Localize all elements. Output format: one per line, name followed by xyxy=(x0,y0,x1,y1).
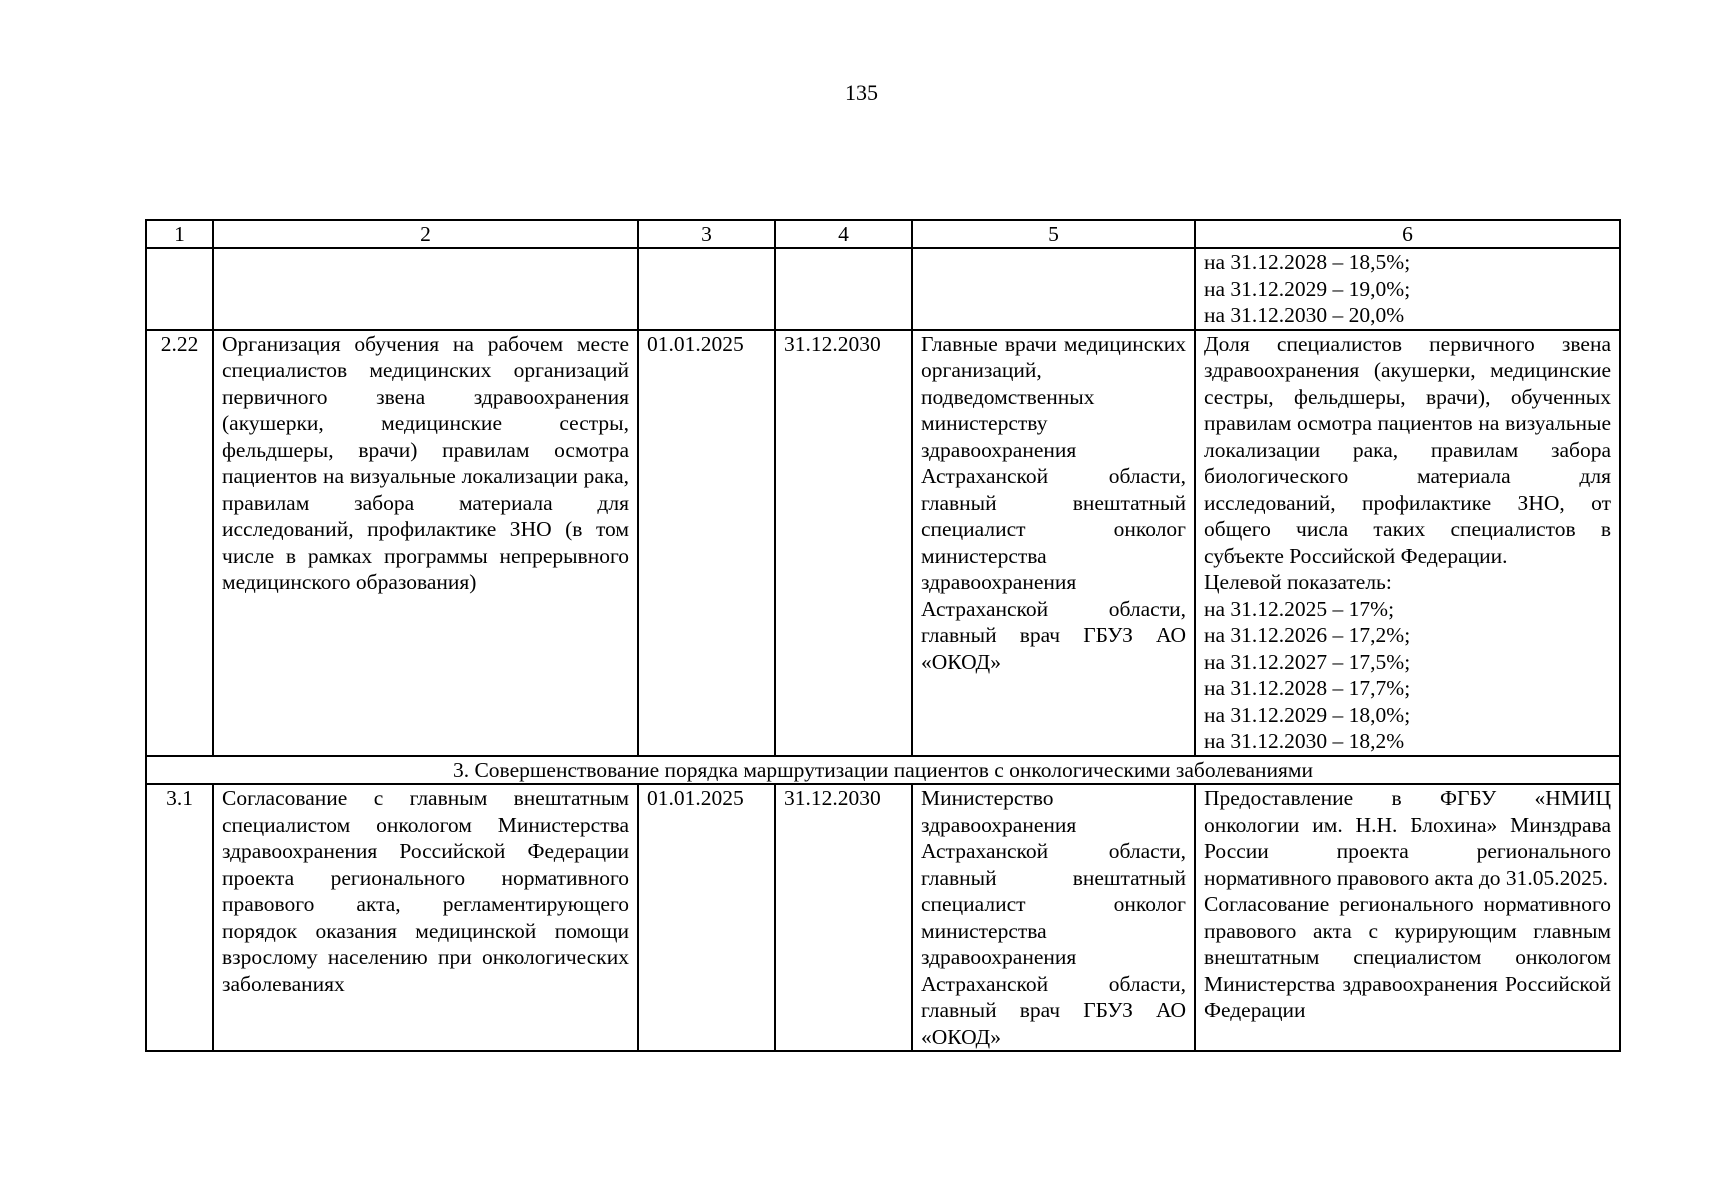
continuation-row xyxy=(146,248,1620,330)
measure-cell: Организация обучения на рабочем месте специалистов медицинских организаций первичного звена здравоохранения (акушерки, медицинские сестры, фельдшеры, врачи) правилам осмотра пациентов на визуальные локализации рака, правилам забора материала для исследований, профилактике ЗНО (в том числе в рамках программы непрерывного медицинского образования) xyxy=(213,330,638,756)
target-line: на 31.12.2029 – 18,0%; xyxy=(1204,702,1411,727)
result-cell xyxy=(1195,784,1620,1051)
continuation-responsible-cell xyxy=(912,248,1195,330)
start-date-cell: 01.01.2025 xyxy=(638,330,775,756)
target-line: на 31.12.2030 – 20,0% xyxy=(1204,303,1405,327)
header-row xyxy=(146,220,1620,248)
end-date-cell: 31.12.2030 xyxy=(775,784,912,1051)
section-title: 3. Совершенствование порядка маршрутизации пациентов с онкологическими заболеваниями xyxy=(146,756,1620,785)
responsible-cell: Министерство здравоохранения Астраханской области, главный внештатный специалист онколог министерства здравоохранения Астраханской области, главный врач ГБУЗ АО «ОКОД» xyxy=(912,784,1195,1051)
result-text: Согласование регионального нормативного правового акта с курирующим главным внештатным специалистом онкологом Министерства здравоохранения Российской Федерации xyxy=(1204,892,1611,1022)
start-date-cell: 01.01.2025 xyxy=(638,784,775,1051)
page-number: 135 xyxy=(845,80,878,105)
result-cell xyxy=(1195,330,1620,756)
responsible-cell: Главные врачи медицинских организаций, подведомственных министерству здравоохранения Астраханской области, главный внештатный специалист онколог министерства здравоохранения Астраханской области, главный врач ГБУЗ АО «ОКОД» xyxy=(912,330,1195,756)
section-row xyxy=(146,756,1620,785)
end-date-cell: 31.12.2030 xyxy=(775,330,912,756)
result-text: Предоставление в ФГБУ «НМИЦ онкологии им. Н.Н. Блохина» Минздрава России проекта регионального нормативного правового акта до 31.05.2025. xyxy=(1204,786,1611,890)
continuation-start-cell xyxy=(638,248,775,330)
target-line: на 31.12.2026 – 17,2%; xyxy=(1204,623,1411,647)
header-col-6: 6 xyxy=(1195,220,1620,248)
continuation-measure-cell xyxy=(213,248,638,330)
target-line: на 31.12.2030 – 18,2% xyxy=(1204,729,1405,753)
header-col-4: 4 xyxy=(775,220,912,248)
target-label: Целевой показатель: xyxy=(1204,570,1392,594)
header-col-5: 5 xyxy=(912,220,1195,248)
row-number: 3.1 xyxy=(146,784,213,1051)
target-line: на 31.12.2025 – 17%; xyxy=(1204,596,1395,621)
header-col-1: 1 xyxy=(146,220,213,248)
row-3-1 xyxy=(146,784,1620,1051)
target-line: на 31.12.2028 – 17,7%; xyxy=(1204,676,1411,700)
target-line: на 31.12.2028 – 18,5%; xyxy=(1204,250,1411,274)
continuation-result-cell xyxy=(1195,248,1620,330)
result-text: Доля специалистов первичного звена здравоохранения (акушерки, медицинские сестры, фельдшеры, врачи), обученных правилам осмотра пациентов на визуальные локализации рака, правилам забора биологического материала для исследований, профилактике ЗНО, от общего числа таких специалистов в субъекте Российской Федерации. xyxy=(1204,331,1611,568)
plan-table xyxy=(145,219,1621,1052)
continuation-end-cell xyxy=(775,248,912,330)
measure-cell: Согласование с главным внештатным специалистом онкологом Министерства здравоохранения Российской Федерации проекта регионального нормативного правового акта, регламентирующего порядок оказания медицинской помощи взрослому населению при онкологических заболеваниях xyxy=(213,784,638,1051)
row-number: 2.22 xyxy=(146,330,213,756)
continuation-num-cell xyxy=(146,248,213,330)
target-line: на 31.12.2029 – 19,0%; xyxy=(1204,276,1411,301)
target-line: на 31.12.2027 – 17,5%; xyxy=(1204,649,1411,674)
header-col-3: 3 xyxy=(638,220,775,248)
row-2-22 xyxy=(146,330,1620,756)
header-col-2: 2 xyxy=(213,220,638,248)
